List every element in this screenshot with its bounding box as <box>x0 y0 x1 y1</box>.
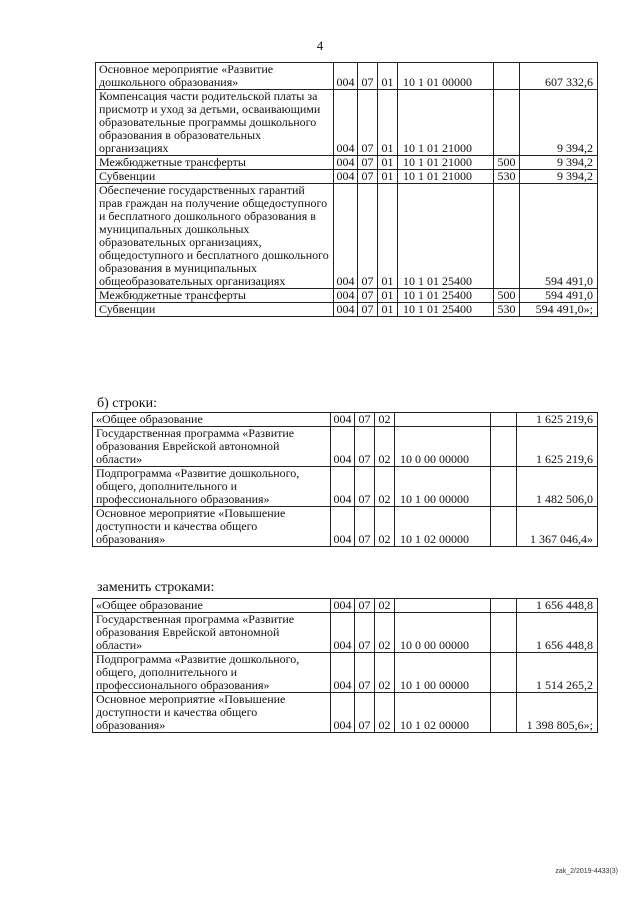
page-number: 4 <box>316 38 324 53</box>
target-article-cell: 10 0 00 00000 <box>395 613 491 653</box>
subsection-code-cell: 02 <box>375 467 395 507</box>
row-name-cell: Подпрограмма «Развитие дошкольного, общего, дополнительного и профессионального образования» <box>93 467 331 507</box>
subsection-code-cell: 01 <box>378 303 398 317</box>
table-row <box>96 90 598 156</box>
amount-cell: 594 491,0 <box>520 184 598 289</box>
section-code-cell: 07 <box>358 170 378 184</box>
target-article-cell: 10 1 01 25400 <box>398 289 494 303</box>
replace-with-label: заменить строками: <box>97 580 215 595</box>
subsection-code-cell: 01 <box>378 289 398 303</box>
table-row <box>93 653 598 693</box>
ved-code-cell: 004 <box>331 613 355 653</box>
table-row <box>93 613 598 653</box>
table-row <box>96 156 598 170</box>
target-article-cell: 10 1 02 00000 <box>395 693 491 733</box>
ved-code-cell: 004 <box>334 303 358 317</box>
target-article-cell: 10 1 00 00000 <box>395 467 491 507</box>
section-code-cell: 07 <box>358 156 378 170</box>
amount-cell: 1 656 448,8 <box>517 599 598 613</box>
row-name-cell: Государственная программа «Развитие образования Еврейской автономной области» <box>93 613 331 653</box>
subsection-code-cell: 02 <box>375 427 395 467</box>
expense-type-cell: 500 <box>494 156 520 170</box>
target-article-cell: 10 1 01 21000 <box>398 90 494 156</box>
target-article-cell <box>395 413 491 427</box>
expense-type-cell <box>491 693 517 733</box>
ved-code-cell: 004 <box>331 599 355 613</box>
ved-code-cell: 004 <box>334 289 358 303</box>
subsection-code-cell: 01 <box>378 156 398 170</box>
table-row <box>96 303 598 317</box>
expense-type-cell <box>494 184 520 289</box>
section-code-cell: 07 <box>355 427 375 467</box>
ved-code-cell: 004 <box>331 427 355 467</box>
subsection-code-cell: 02 <box>375 653 395 693</box>
ved-code-cell: 004 <box>334 63 358 90</box>
section-code-cell: 07 <box>358 63 378 90</box>
table-row <box>93 427 598 467</box>
target-article-cell <box>395 599 491 613</box>
expense-type-cell: 530 <box>494 170 520 184</box>
row-name-cell: Компенсация части родительской платы за присмотр и уход за детьми, осваивающими образовательные программы дошкольного образования в образовательных организациях <box>96 90 334 156</box>
subsection-code-cell: 02 <box>375 599 395 613</box>
expense-type-cell <box>491 599 517 613</box>
subsection-code-cell: 02 <box>375 413 395 427</box>
row-name-cell: «Общее образование <box>93 599 331 613</box>
ved-code-cell: 004 <box>331 653 355 693</box>
amount-cell: 1 367 046,4» <box>517 507 598 547</box>
subsection-code-cell: 02 <box>375 507 395 547</box>
ved-code-cell: 004 <box>331 413 355 427</box>
amount-cell: 594 491,0 <box>520 289 598 303</box>
amount-cell: 1 656 448,8 <box>517 613 598 653</box>
subsection-code-cell: 01 <box>378 63 398 90</box>
expense-type-cell <box>491 507 517 547</box>
subsection-code-cell: 01 <box>378 184 398 289</box>
section-code-cell: 07 <box>355 599 375 613</box>
amount-cell: 9 394,2 <box>520 170 598 184</box>
section-b-label: б) строки: <box>97 396 157 411</box>
section-code-cell: 07 <box>355 613 375 653</box>
subsection-code-cell: 02 <box>375 693 395 733</box>
target-article-cell: 10 1 01 21000 <box>398 170 494 184</box>
expense-type-cell: 530 <box>494 303 520 317</box>
subsection-code-cell: 02 <box>375 613 395 653</box>
table-row <box>96 63 598 90</box>
row-name-cell: Основное мероприятие «Развитие дошкольного образования» <box>96 63 334 90</box>
row-name-cell: «Общее образование <box>93 413 331 427</box>
section-code-cell: 07 <box>358 90 378 156</box>
row-name-cell: Субвенции <box>96 303 334 317</box>
subsection-code-cell: 01 <box>378 170 398 184</box>
target-article-cell: 10 1 01 25400 <box>398 303 494 317</box>
section-code-cell: 07 <box>355 507 375 547</box>
ved-code-cell: 004 <box>334 170 358 184</box>
expense-type-cell: 500 <box>494 289 520 303</box>
document-footer-code: zak_2/2019-4433(3) <box>555 868 618 875</box>
section-code-cell: 07 <box>355 467 375 507</box>
amount-cell: 607 332,6 <box>520 63 598 90</box>
table-row <box>96 184 598 289</box>
expense-type-cell <box>491 467 517 507</box>
ved-code-cell: 004 <box>334 156 358 170</box>
section-code-cell: 07 <box>358 289 378 303</box>
amount-cell: 9 394,2 <box>520 90 598 156</box>
ved-code-cell: 004 <box>331 467 355 507</box>
table-row <box>93 507 598 547</box>
amount-cell: 594 491,0»; <box>520 303 598 317</box>
expense-type-cell <box>494 63 520 90</box>
expense-type-cell <box>491 413 517 427</box>
rows-to-replace-table <box>92 412 598 547</box>
row-name-cell: Подпрограмма «Развитие дошкольного, общего, дополнительного и профессионального образования» <box>93 653 331 693</box>
target-article-cell: 10 1 00 00000 <box>395 653 491 693</box>
table-row <box>93 413 598 427</box>
row-name-cell: Основное мероприятие «Повышение доступности и качества общего образования» <box>93 693 331 733</box>
ved-code-cell: 004 <box>331 507 355 547</box>
row-name-cell: Основное мероприятие «Повышение доступности и качества общего образования» <box>93 507 331 547</box>
ved-code-cell: 004 <box>334 90 358 156</box>
row-name-cell: Обеспечение государственных гарантий прав граждан на получение общедоступного и бесплатного дошкольного образования в муниципальных дошкольных образовательных организациях, общедоступного и бесплатного дошкольного образования в муниципальных общеобразовательных организациях <box>96 184 334 289</box>
ved-code-cell: 004 <box>331 693 355 733</box>
section-code-cell: 07 <box>358 184 378 289</box>
amount-cell: 1 398 805,6»; <box>517 693 598 733</box>
section-code-cell: 07 <box>355 653 375 693</box>
amount-cell: 1 625 219,6 <box>517 413 598 427</box>
expense-type-cell <box>494 90 520 156</box>
budget-table-changes <box>95 62 598 317</box>
target-article-cell: 10 1 01 21000 <box>398 156 494 170</box>
target-article-cell: 10 0 00 00000 <box>395 427 491 467</box>
section-code-cell: 07 <box>355 413 375 427</box>
target-article-cell: 10 1 01 25400 <box>398 184 494 289</box>
replacement-rows-table <box>92 598 598 733</box>
expense-type-cell <box>491 427 517 467</box>
amount-cell: 1 514 265,2 <box>517 653 598 693</box>
target-article-cell: 10 1 02 00000 <box>395 507 491 547</box>
subsection-code-cell: 01 <box>378 90 398 156</box>
row-name-cell: Межбюджетные трансферты <box>96 156 334 170</box>
target-article-cell: 10 1 01 00000 <box>398 63 494 90</box>
ved-code-cell: 004 <box>334 184 358 289</box>
table-row <box>93 693 598 733</box>
amount-cell: 1 625 219,6 <box>517 427 598 467</box>
section-code-cell: 07 <box>355 693 375 733</box>
row-name-cell: Государственная программа «Развитие образования Еврейской автономной области» <box>93 427 331 467</box>
expense-type-cell <box>491 613 517 653</box>
table-row <box>96 289 598 303</box>
table-row <box>93 467 598 507</box>
expense-type-cell <box>491 653 517 693</box>
row-name-cell: Межбюджетные трансферты <box>96 289 334 303</box>
amount-cell: 9 394,2 <box>520 156 598 170</box>
table-row <box>96 170 598 184</box>
section-code-cell: 07 <box>358 303 378 317</box>
table-row <box>93 599 598 613</box>
row-name-cell: Субвенции <box>96 170 334 184</box>
amount-cell: 1 482 506,0 <box>517 467 598 507</box>
